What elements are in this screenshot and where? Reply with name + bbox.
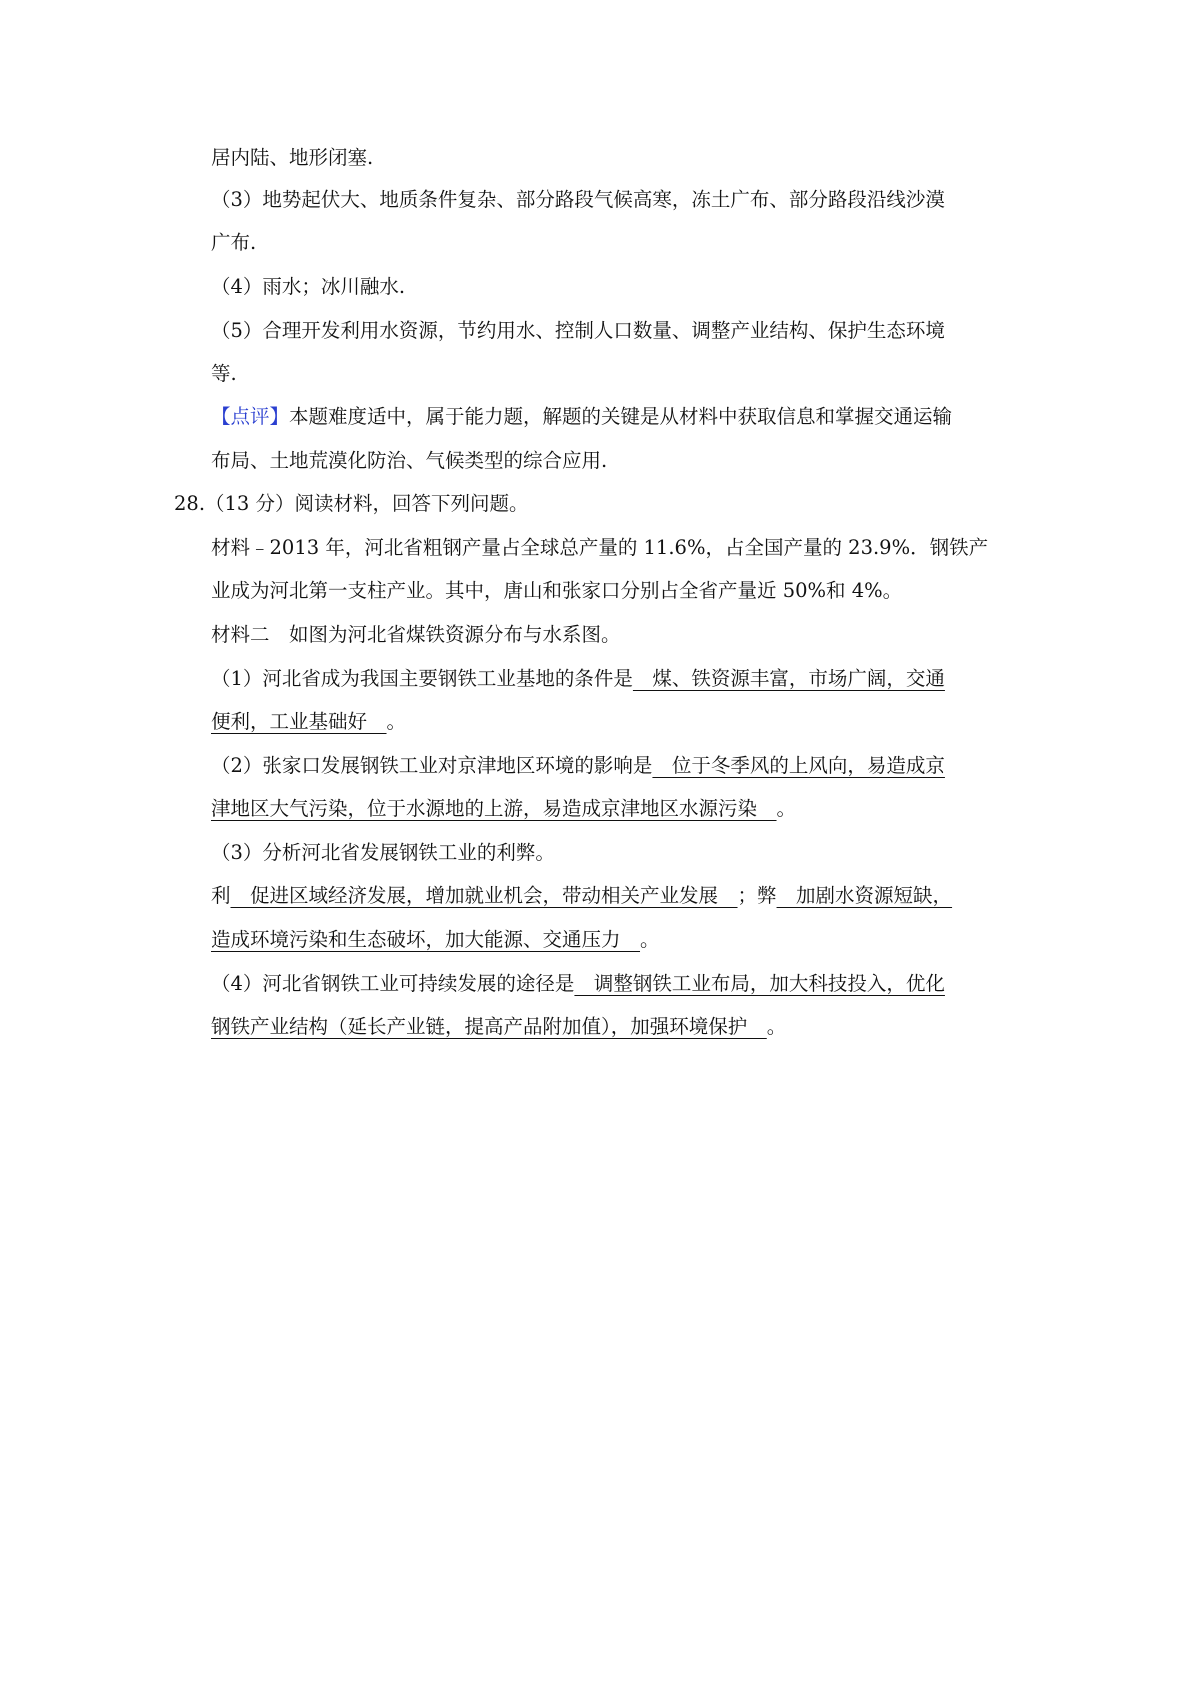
material-1-line-a: 材料﹣2013 年，河北省粗钢产量占全球总产量的 11.6%，占全国产量的 23.9%．钢铁产 (211, 536, 989, 559)
material-2-line: 材料二 如图为河北省煤铁资源分布与水系图。 (211, 623, 621, 646)
sub-question-4-end: 。 (766, 1015, 787, 1038)
sub-question-3-line-b (211, 925, 1024, 955)
sub-question-3-end: 。 (640, 928, 660, 951)
sub-question-1-end: 。 (386, 710, 407, 733)
sub-question-1-answer-a: 煤、铁资源丰富，市场广阔，交通 (632, 667, 945, 690)
sub-question-3-li-answer: 促进区域经济发展，增加就业机会，带动相关产业发展 (230, 884, 738, 907)
sub-question-2-prompt: （2）张家口发展钢铁工业对京津地区环境的影响是 (211, 754, 653, 777)
sub-question-4-prompt: （4）河北省钢铁工业可持续发展的途径是 (211, 972, 575, 995)
sub-question-1-prompt: （1）河北省成为我国主要钢铁工业基地的条件是 (211, 667, 633, 690)
prev-q3-line-a: （3）地势起伏大、地质条件复杂、部分路段气候高寒，冻土广布、部分路段沿线沙漠 (211, 188, 945, 211)
prev-q4-line: （4）雨水；冰川融水. (211, 275, 406, 298)
sub-question-4-line-a (211, 969, 1024, 999)
sub-question-1-line-a (211, 664, 1024, 694)
sub-question-3-li-label: 利 (211, 884, 231, 907)
prev-q3-line-b: 广布. (211, 231, 257, 254)
comment-tag: 【点评】 (211, 405, 290, 428)
material-1-line-b: 业成为河北第一支柱产业。其中，唐山和张家口分别占全省产量近 50%和 4%。 (211, 579, 903, 602)
comment-text-a: 本题难度适中，属于能力题，解题的关键是从材料中获取信息和掌握交通运输 (289, 405, 953, 428)
sub-question-4-answer-b: 钢铁产业结构（延长产业链，提高产品附加值），加强环境保护 (211, 1015, 767, 1038)
sub-question-3-bi-answer-b: 造成环境污染和生态破坏，加大能源、交通压力 (211, 928, 641, 951)
sub-question-2-answer-b: 津地区大气污染，位于水源地的上游，易造成京津地区水源污染 (211, 797, 777, 820)
sub-question-3-line-a (211, 881, 1024, 911)
sub-question-2-end: 。 (776, 797, 797, 820)
sub-question-2-answer-a: 位于冬季风的上风向，易造成京 (652, 754, 945, 777)
prev-q5-line-b: 等. (211, 362, 237, 385)
prev-q5-line-a: （5）合理开发利用水资源，节约用水、控制人口数量、调整产业结构、保护生态环境 (211, 319, 945, 342)
sub-question-3-prompt: （3）分析河北省发展钢铁工业的利弊。 (211, 841, 555, 864)
sub-question-3-bi-answer-a: 加剧水资源短缺， (776, 884, 953, 907)
sub-question-1-answer-b: 便利，工业基础好 (211, 710, 387, 733)
comment-line-b: 布局、土地荒漠化防治、气候类型的综合应用. (211, 449, 608, 472)
sub-question-2-line-a (211, 751, 1024, 781)
sub-question-4-line-b (211, 1012, 1024, 1042)
sub-question-1-line-b (211, 707, 1024, 737)
question-28-heading: 28.（13 分）阅读材料，回答下列问题。 (174, 492, 529, 515)
prev-line-1: 居内陆、地形闭塞. (211, 146, 374, 169)
sub-question-4-answer-a: 调整钢铁工业布局，加大科技投入，优化 (574, 972, 945, 995)
sub-question-2-line-b (211, 794, 1024, 824)
sub-question-3-separator: ；弊 (737, 884, 777, 907)
comment-line-a (211, 402, 1024, 432)
